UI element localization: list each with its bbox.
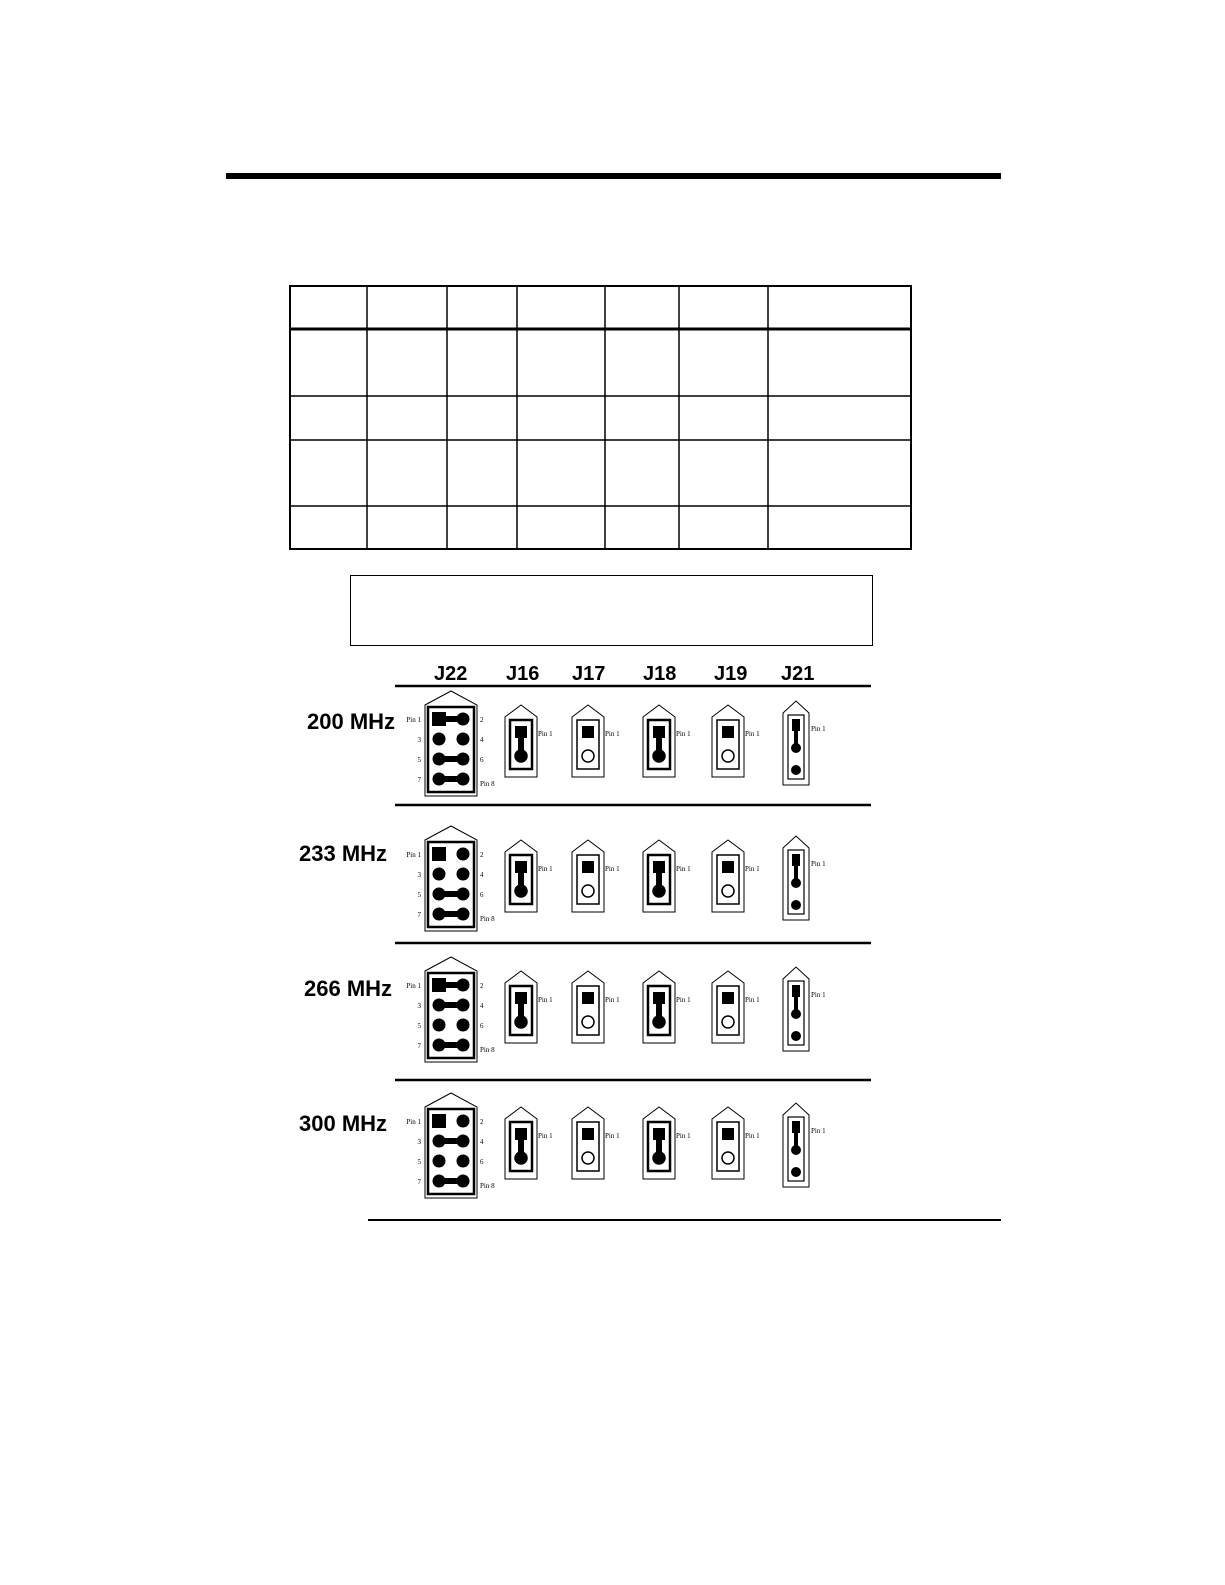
column-label-j19: J19	[714, 663, 748, 685]
setting-0-j22-right-label: Pin 8	[480, 780, 495, 788]
setting-1-j17-pin-1	[582, 861, 594, 873]
setting-1-j21-pin1-label: Pin 1	[811, 860, 826, 868]
setting-2-j22-pin-6	[457, 1019, 470, 1032]
setting-0-j18-pin1-label: Pin 1	[676, 730, 691, 738]
setting-0-j16-pin-2	[515, 750, 527, 762]
setting-0-j22-left-label: 7	[417, 776, 421, 784]
setting-1-j22-pin-2	[457, 848, 470, 861]
column-label-j18: J18	[643, 663, 677, 685]
setting-2-j22-left-label: 3	[417, 1002, 421, 1010]
setting-0-j19-pin-2	[722, 750, 734, 762]
frequency-label-200: 200 MHz	[307, 709, 396, 734]
setting-0-j19-pin-1	[722, 726, 734, 738]
setting-2-j21-pin-2	[791, 1009, 801, 1019]
setting-2-j19-pin-2	[722, 1016, 734, 1028]
setting-0-j22-jumper-5-6	[439, 756, 463, 762]
setting-3-j17-pin-1	[582, 1128, 594, 1140]
setting-0-j21-pin-3	[791, 765, 801, 775]
setting-3-j22-jumper-7-8	[439, 1178, 463, 1184]
setting-2-j19-pin-1	[722, 992, 734, 1004]
setting-1-j16-pin1-label: Pin 1	[538, 865, 553, 873]
setting-1-j22-right-label: 6	[480, 891, 484, 899]
setting-3-j19-pin-2	[722, 1152, 734, 1164]
setting-1-j22-left-label: Pin 1	[406, 851, 421, 859]
setting-1-j22-pin-3	[433, 868, 446, 881]
setting-3-j22-pin-5	[433, 1155, 446, 1168]
setting-0-j22-right-label: 6	[480, 756, 484, 764]
setting-2-j22-jumper-1-2	[439, 982, 463, 988]
setting-3-j22-left-label: Pin 1	[406, 1118, 421, 1126]
setting-2-j18-pin-2	[653, 1016, 665, 1028]
frequency-label-266: 266 MHz	[304, 976, 393, 1001]
setting-0-j21-pin1-label: Pin 1	[811, 725, 826, 733]
setting-1-j17-pin1-label: Pin 1	[605, 865, 620, 873]
setting-0-j21-pin-2	[791, 743, 801, 753]
setting-0-j17-pin-1	[582, 726, 594, 738]
setting-3-j22-right-label: 2	[480, 1118, 484, 1126]
setting-1-j19-pin1-label: Pin 1	[745, 865, 760, 873]
setting-3-j19-pin-1	[722, 1128, 734, 1140]
setting-3-j22-jumper-3-4	[439, 1138, 463, 1144]
setting-2-j19-pin1-label: Pin 1	[745, 996, 760, 1004]
column-label-j16: J16	[506, 663, 540, 685]
column-label-j17: J17	[572, 663, 606, 685]
setting-1-j22-right-label: 2	[480, 851, 484, 859]
setting-1-j22-left-label: 3	[417, 871, 421, 879]
setting-1-j17-pin-2	[582, 885, 594, 897]
setting-3-j22-right-label: Pin 8	[480, 1182, 495, 1190]
setting-2-j22-jumper-7-8	[439, 1042, 463, 1048]
setting-0-j22-right-label: 2	[480, 716, 484, 724]
setting-0-j19-pin1-label: Pin 1	[745, 730, 760, 738]
setting-1-j22-jumper-7-8	[439, 911, 463, 917]
setting-0-j22-jumper-7-8	[439, 776, 463, 782]
setting-3-j22-left-label: 3	[417, 1138, 421, 1146]
setting-1-j18-pin-2	[653, 885, 665, 897]
setting-0-j22-pin-3	[433, 733, 446, 746]
setting-2-j17-pin1-label: Pin 1	[605, 996, 620, 1004]
setting-0-j17-pin-2	[582, 750, 594, 762]
setting-3-j18-pin-2	[653, 1152, 665, 1164]
setting-2-j22-left-label: 5	[417, 1022, 421, 1030]
setting-0-j16-pin1-label: Pin 1	[538, 730, 553, 738]
setting-1-j22-left-label: 7	[417, 911, 421, 919]
setting-0-j22-jumper-1-2	[439, 716, 463, 722]
setting-3-j22-pin-6	[457, 1155, 470, 1168]
setting-3-j16-pin1-label: Pin 1	[538, 1132, 553, 1140]
setting-3-j21-pin-2	[791, 1145, 801, 1155]
setting-2-j22-right-label: Pin 8	[480, 1046, 495, 1054]
setting-1-j22-pin-1	[432, 847, 446, 861]
setting-3-j22-right-label: 6	[480, 1158, 484, 1166]
setting-0-j22-left-label: 3	[417, 736, 421, 744]
setting-2-j22-right-label: 4	[480, 1002, 484, 1010]
setting-2-j16-pin1-label: Pin 1	[538, 996, 553, 1004]
setting-0-j22-left-label: Pin 1	[406, 716, 421, 724]
setting-2-j21-pin-3	[791, 1031, 801, 1041]
setting-3-j22-left-label: 7	[417, 1178, 421, 1186]
setting-0-j22-pin-4	[457, 733, 470, 746]
setting-1-j22-pin-4	[457, 868, 470, 881]
setting-3-j22-right-label: 4	[480, 1138, 484, 1146]
setting-1-j19-pin-2	[722, 885, 734, 897]
setting-0-j22-left-label: 5	[417, 756, 421, 764]
setting-3-j21-pin-3	[791, 1167, 801, 1177]
setting-1-j22-right-label: Pin 8	[480, 915, 495, 923]
setting-2-j22-right-label: 2	[480, 982, 484, 990]
setting-0-j17-pin1-label: Pin 1	[605, 730, 620, 738]
frequency-label-233: 233 MHz	[299, 841, 388, 866]
setting-1-j18-pin1-label: Pin 1	[676, 865, 691, 873]
setting-3-j19-pin1-label: Pin 1	[745, 1132, 760, 1140]
setting-2-j18-pin1-label: Pin 1	[676, 996, 691, 1004]
setting-2-j22-left-label: 7	[417, 1042, 421, 1050]
setting-3-j22-left-label: 5	[417, 1158, 421, 1166]
setting-3-j22-pin-1	[432, 1114, 446, 1128]
setting-3-j16-pin-2	[515, 1152, 527, 1164]
setting-2-j22-pin-5	[433, 1019, 446, 1032]
column-label-j22: J22	[434, 663, 468, 685]
setting-2-j22-jumper-3-4	[439, 1002, 463, 1008]
setting-2-j16-pin-2	[515, 1016, 527, 1028]
setting-3-j18-pin1-label: Pin 1	[676, 1132, 691, 1140]
setting-3-j22-pin-2	[457, 1115, 470, 1128]
setting-1-j19-pin-1	[722, 861, 734, 873]
setting-3-j21-pin1-label: Pin 1	[811, 1127, 826, 1135]
setting-2-j21-pin1-label: Pin 1	[811, 991, 826, 999]
setting-0-j18-pin-2	[653, 750, 665, 762]
setting-1-j22-right-label: 4	[480, 871, 484, 879]
setting-1-j16-pin-2	[515, 885, 527, 897]
setting-3-j17-pin1-label: Pin 1	[605, 1132, 620, 1140]
setting-2-j22-right-label: 6	[480, 1022, 484, 1030]
setting-1-j22-jumper-5-6	[439, 891, 463, 897]
setting-2-j17-pin-1	[582, 992, 594, 1004]
setting-3-j17-pin-2	[582, 1152, 594, 1164]
bottom-rule	[368, 1219, 1001, 1221]
setting-0-j22-right-label: 4	[480, 736, 484, 744]
column-label-j21: J21	[781, 663, 815, 685]
setting-1-j21-pin-2	[791, 878, 801, 888]
setting-1-j22-left-label: 5	[417, 891, 421, 899]
frequency-label-300: 300 MHz	[299, 1111, 388, 1136]
setting-2-j17-pin-2	[582, 1016, 594, 1028]
setting-1-j21-pin-3	[791, 900, 801, 910]
setting-2-j22-left-label: Pin 1	[406, 982, 421, 990]
